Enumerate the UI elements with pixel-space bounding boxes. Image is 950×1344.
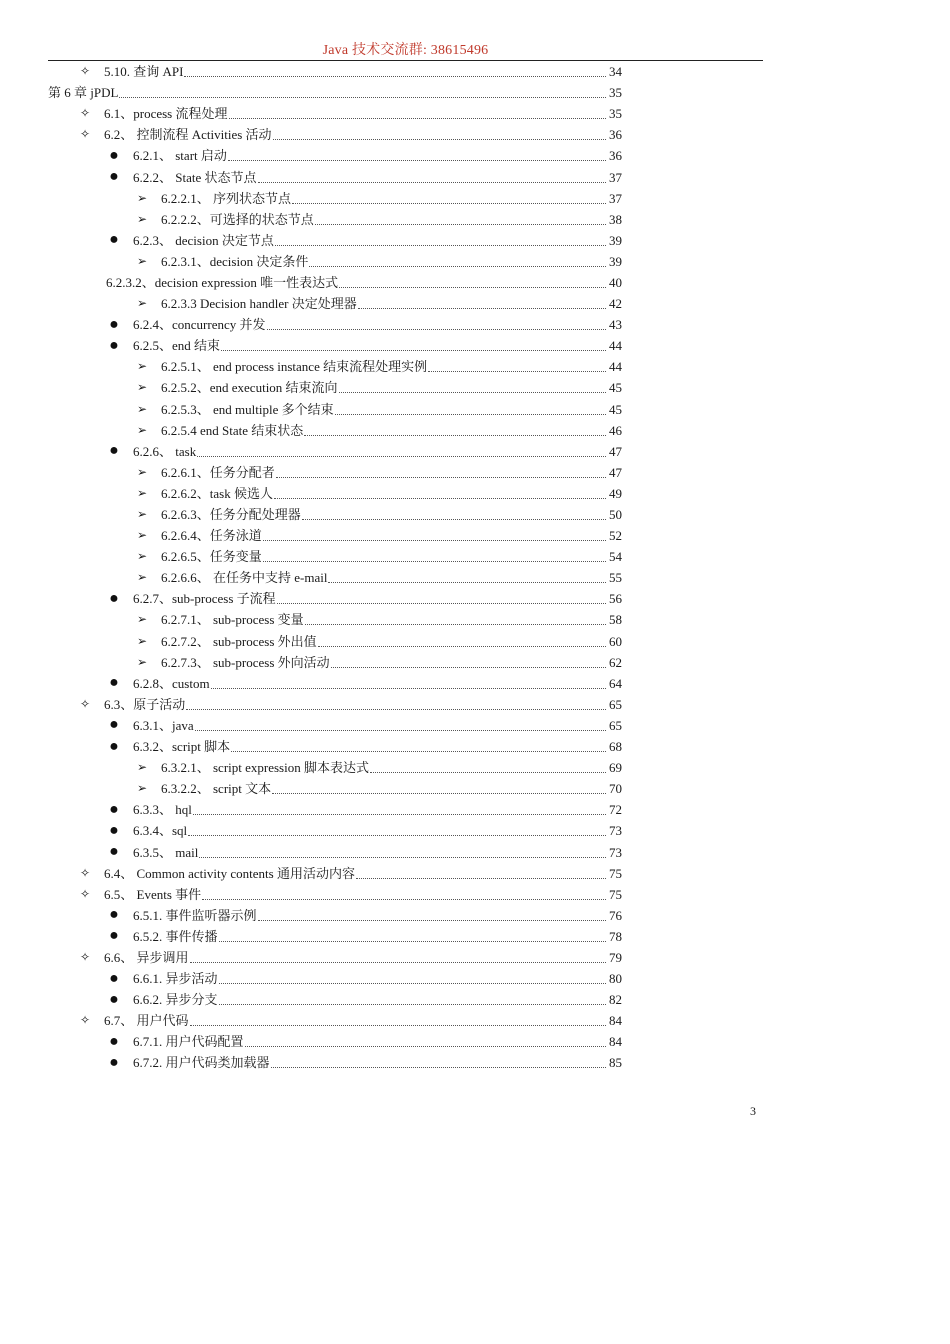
dot-bullet-icon: ● [109,146,119,164]
arrow-bullet-icon: ➢ [136,380,148,395]
dot-bullet-icon: ● [109,589,119,607]
toc-entry[interactable] [48,926,622,947]
toc-entry[interactable] [48,588,622,609]
toc-entry[interactable] [48,715,622,736]
toc-entry-page: 45 [609,401,622,417]
dot-leader [276,463,606,478]
toc-entry-title: 6.2.7.3、 sub-process 外向活动 [161,654,330,670]
toc-entry-page: 73 [609,823,622,839]
toc-entry-page: 47 [609,464,622,480]
toc-entry-page: 85 [609,1055,622,1071]
toc-entry-page: 37 [609,169,622,185]
dot-leader [219,990,606,1005]
toc-entry[interactable] [48,884,622,905]
toc-entry[interactable] [48,947,622,968]
arrow-bullet-icon: ➢ [136,633,148,648]
toc-entry-title: 6.2.7、sub-process 子流程 [133,591,276,607]
toc-entry-page: 75 [609,865,622,881]
arrow-bullet-icon: ➢ [136,190,148,205]
dot-bullet-icon: ● [109,906,119,924]
toc-entry-page: 84 [609,1013,622,1029]
dot-leader [292,189,606,204]
dot-bullet-icon: ● [109,674,119,692]
diamond-bullet-icon: ✧ [79,1013,91,1028]
toc-entry-title: 6.2、 控制流程 Activities 活动 [104,127,272,143]
toc-entry[interactable] [48,103,622,124]
page-header [48,38,763,61]
toc-entry[interactable] [48,905,622,926]
toc-entry[interactable] [48,673,622,694]
toc-entry[interactable] [48,166,622,187]
toc-entry-title: 6.2.6.2、task 候选人 [161,485,273,501]
dot-leader [331,653,606,668]
toc-entry-title: 6.2.6、 task [133,443,197,459]
toc-entry-title: 6.2.6.5、任务变量 [161,549,262,565]
arrow-bullet-icon: ➢ [136,654,148,669]
dot-leader [258,168,607,183]
toc-entry-title: 6.2.6.6、 在任务中支持 e-mail [161,570,328,586]
toc-entry[interactable] [48,567,622,588]
dot-leader [428,357,606,372]
toc-entry-page: 76 [609,907,622,923]
toc-entry-title: 5.10. 查询 API [104,64,184,80]
toc-entry[interactable] [48,335,622,356]
toc-entry-title: 6.3.2.1、 script expression 脚本表达式 [161,760,369,776]
toc-entry-page: 34 [609,64,622,80]
toc-entry-page: 36 [609,127,622,143]
dot-leader [272,779,606,794]
toc-entry-title: 6.2.5.1、 end process instance 结束流程处理实例 [161,359,428,375]
dot-leader [304,421,606,436]
dot-leader [274,484,606,499]
toc-entry-title: 6.5.1. 事件监听器示例 [133,907,257,923]
toc-entry-page: 37 [609,190,622,206]
toc-entry-page: 69 [609,760,622,776]
dot-bullet-icon: ● [109,990,119,1008]
toc-entry-title: 6.2.5.3、 end multiple 多个结束 [161,401,334,417]
toc-entry-page: 65 [609,696,622,712]
dot-bullet-icon: ● [109,716,119,734]
dot-leader [219,927,606,942]
toc-entry[interactable] [48,799,622,820]
toc-entry-page: 54 [609,549,622,565]
toc-entry[interactable] [48,230,622,251]
toc-entry-title: 第 6 章 jPDL [48,85,119,101]
dot-bullet-icon: ● [109,800,119,818]
toc-entry[interactable] [48,1031,622,1052]
toc-entry-title: 6.2.8、custom [133,675,210,691]
toc-entry-page: 42 [609,296,622,312]
toc-entry-page: 56 [609,591,622,607]
toc-entry-page: 52 [609,528,622,544]
toc-entry-title: 6.2.6.4、任务泳道 [161,528,262,544]
dot-bullet-icon: ● [109,969,119,987]
diamond-bullet-icon: ✧ [79,949,91,964]
toc-entry-title: 6.7、 用户代码 [104,1013,189,1029]
toc-entry-title: 6.2.2.1、 序列状态节点 [161,190,292,206]
toc-entry-title: 6.2.2.2、可选择的状态节点 [161,211,314,227]
diamond-bullet-icon: ✧ [79,106,91,121]
toc-entry-page: 78 [609,928,622,944]
arrow-bullet-icon: ➢ [136,211,148,226]
toc-entry-page: 35 [609,85,622,101]
toc-entry[interactable] [48,757,622,778]
arrow-bullet-icon: ➢ [136,253,148,268]
toc-entry[interactable] [48,145,622,166]
toc-entry-page: 80 [609,971,622,987]
toc-entry-title: 6.7.1. 用户代码配置 [133,1034,244,1050]
dot-leader [211,674,606,689]
toc-entry-title: 6.7.2. 用户代码类加载器 [133,1055,270,1071]
toc-entry-title: 6.2.6.1、任务分配者 [161,464,275,480]
diamond-bullet-icon: ✧ [79,64,91,79]
arrow-bullet-icon: ➢ [136,464,148,479]
toc-entry-title: 6.6.2. 异步分支 [133,992,218,1008]
dot-leader [219,969,606,984]
toc-entry[interactable] [48,399,622,420]
dot-bullet-icon: ● [109,442,119,460]
toc-entry[interactable] [48,609,622,630]
arrow-bullet-icon: ➢ [136,570,148,585]
toc-entry-page: 46 [609,422,622,438]
dot-leader [197,442,606,457]
arrow-bullet-icon: ➢ [136,549,148,564]
dot-leader [318,632,606,647]
toc-entry-title: 6.2.3、 decision 决定节点 [133,232,274,248]
toc-entry-title: 6.3.1、java [133,717,194,733]
arrow-bullet-icon: ➢ [136,359,148,374]
toc-entry-title: 6.2.5、end 结束 [133,338,221,354]
toc-entry-page: 43 [609,317,622,333]
dot-leader [277,589,606,604]
diamond-bullet-icon: ✧ [79,696,91,711]
dot-leader [267,315,607,330]
toc-entry-page: 35 [609,106,622,122]
dot-leader [258,906,606,921]
toc-entry[interactable] [48,525,622,546]
toc-entry-page: 60 [609,633,622,649]
dot-bullet-icon: ● [109,821,119,839]
toc-entry-title: 6.2.7.1、 sub-process 变量 [161,612,304,628]
dot-bullet-icon: ● [109,737,119,755]
toc-entry-page: 50 [609,507,622,523]
dot-leader [228,146,606,161]
toc-entry[interactable] [48,504,622,525]
toc-entry[interactable] [48,188,622,209]
toc-entry[interactable] [48,546,622,567]
arrow-bullet-icon: ➢ [136,485,148,500]
toc-entry-title: 6.5.2. 事件传播 [133,928,218,944]
toc-entry[interactable] [48,272,622,293]
dot-leader [370,758,606,773]
toc-entry-title: 6.4、 Common activity contents 通用活动内容 [104,865,355,881]
page-number: 3 [750,1104,756,1118]
dot-leader [335,400,606,415]
dot-leader [193,800,606,815]
toc-entry[interactable] [48,293,622,314]
toc-entry[interactable] [48,82,622,103]
toc-entry[interactable] [48,356,622,377]
dot-leader [119,83,606,98]
dot-leader [302,505,606,520]
toc-entry[interactable] [48,314,622,335]
toc-entry-page: 73 [609,844,622,860]
toc-entry-title: 6.6、 异步调用 [104,949,189,965]
toc-entry[interactable] [48,863,622,884]
toc-entry-page: 64 [609,675,622,691]
arrow-bullet-icon: ➢ [136,781,148,796]
diamond-bullet-icon: ✧ [79,127,91,142]
arrow-bullet-icon: ➢ [136,612,148,627]
toc-entry-title: 6.3.2、script 脚本 [133,739,231,755]
dot-leader [190,1011,606,1026]
dot-leader [339,273,606,288]
dot-leader [309,252,606,267]
toc-entry-title: 6.3.4、sql [133,823,188,839]
dot-leader [358,294,606,309]
toc-entry[interactable] [48,989,622,1010]
toc-entry-title: 6.2.3.3 Decision handler 决定处理器 [161,296,357,312]
toc-entry-title: 6.2.5.2、end execution 结束流向 [161,380,338,396]
toc-entry[interactable] [48,462,622,483]
toc-entry-page: 72 [609,802,622,818]
toc-entry[interactable] [48,631,622,652]
toc-entry[interactable] [48,1052,622,1073]
toc-entry-title: 6.2.2、 State 状态节点 [133,169,257,185]
toc-entry-page: 39 [609,253,622,269]
dot-bullet-icon: ● [109,315,119,333]
toc-entry-page: 55 [609,570,622,586]
toc-entry[interactable] [48,694,622,715]
toc-entry-title: 6.6.1. 异步活动 [133,971,218,987]
dot-leader [190,948,606,963]
toc-entry-title: 6.2.7.2、 sub-process 外出值 [161,633,317,649]
arrow-bullet-icon: ➢ [136,401,148,416]
toc-entry-page: 70 [609,781,622,797]
dot-leader [273,125,606,140]
dot-leader [275,231,606,246]
dot-leader [271,1053,606,1068]
dot-leader [339,378,606,393]
toc-entry-page: 44 [609,359,622,375]
toc-entry[interactable] [48,736,622,757]
toc-entry-title: 6.2.1、 start 启动 [133,148,227,164]
dot-leader [245,1032,606,1047]
dot-leader [195,716,606,731]
toc-entry[interactable] [48,968,622,989]
dot-leader [356,864,606,879]
toc-entry-page: 45 [609,380,622,396]
toc-entry[interactable] [48,124,622,145]
toc-entry-page: 39 [609,232,622,248]
toc-entry-page: 47 [609,443,622,459]
toc-entry-title: 6.2.3.1、decision 决定条件 [161,253,309,269]
diamond-bullet-icon: ✧ [79,865,91,880]
toc-entry[interactable] [48,1010,622,1031]
toc-entry[interactable] [48,441,622,462]
toc-entry[interactable] [48,841,622,862]
toc-entry-page: 36 [609,148,622,164]
toc-entry-title: 6.3.2.2、 script 文本 [161,781,272,797]
toc-entry[interactable] [48,209,622,230]
toc-entry[interactable] [48,652,622,673]
dot-bullet-icon: ● [109,336,119,354]
dot-leader [221,336,606,351]
toc-entry-title: 6.5、 Events 事件 [104,886,202,902]
header-title: Java 技术交流群: 38615496 [322,43,489,58]
dot-leader [315,210,606,225]
dot-leader [184,62,606,77]
toc-entry-title: 6.2.4、concurrency 并发 [133,317,266,333]
dot-leader [231,737,606,752]
dot-bullet-icon: ● [109,168,119,186]
arrow-bullet-icon: ➢ [136,528,148,543]
arrow-bullet-icon: ➢ [136,507,148,522]
toc-entry-page: 84 [609,1034,622,1050]
arrow-bullet-icon: ➢ [136,422,148,437]
toc-entry-title: 6.3.5、 mail [133,844,199,860]
dot-bullet-icon: ● [109,1032,119,1050]
toc-entry[interactable] [48,377,622,398]
toc-entry[interactable] [48,483,622,504]
toc-entry-title: 6.1、process 流程处理 [104,106,228,122]
toc-entry-page: 58 [609,612,622,628]
dot-leader [328,568,606,583]
dot-leader [229,104,607,119]
dot-leader [263,526,606,541]
toc-entry-page: 65 [609,717,622,733]
toc-entry[interactable] [48,820,622,841]
dot-bullet-icon: ● [109,1053,119,1071]
toc-entry[interactable] [48,420,622,441]
arrow-bullet-icon: ➢ [136,760,148,775]
toc-entry-title: 6.2.5.4 end State 结束状态 [161,422,304,438]
toc-entry[interactable] [48,778,622,799]
toc-entry-page: 44 [609,338,622,354]
toc-entry-title: 6.3、原子活动 [104,696,186,712]
toc-entry-page: 68 [609,739,622,755]
dot-leader [199,843,606,858]
toc-entry-title: 6.2.6.3、任务分配处理器 [161,507,301,523]
dot-bullet-icon: ● [109,231,119,249]
table-of-contents [48,61,622,1074]
toc-entry-page: 38 [609,211,622,227]
dot-leader [305,610,606,625]
dot-bullet-icon: ● [109,843,119,861]
toc-entry[interactable] [48,61,622,82]
dot-leader [263,547,606,562]
toc-entry-page: 49 [609,485,622,501]
diamond-bullet-icon: ✧ [79,886,91,901]
toc-entry-page: 82 [609,992,622,1008]
toc-entry-title: 6.2.3.2、decision expression 唯一性表达式 [106,274,339,290]
toc-entry-page: 62 [609,654,622,670]
toc-entry-page: 75 [609,886,622,902]
toc-entry-title: 6.3.3、 hql [133,802,192,818]
toc-entry[interactable] [48,251,622,272]
dot-leader [186,695,606,710]
toc-entry-page: 40 [609,274,622,290]
dot-bullet-icon: ● [109,927,119,945]
toc-entry-page: 79 [609,949,622,965]
dot-leader [202,885,606,900]
arrow-bullet-icon: ➢ [136,296,148,311]
dot-leader [188,821,606,836]
